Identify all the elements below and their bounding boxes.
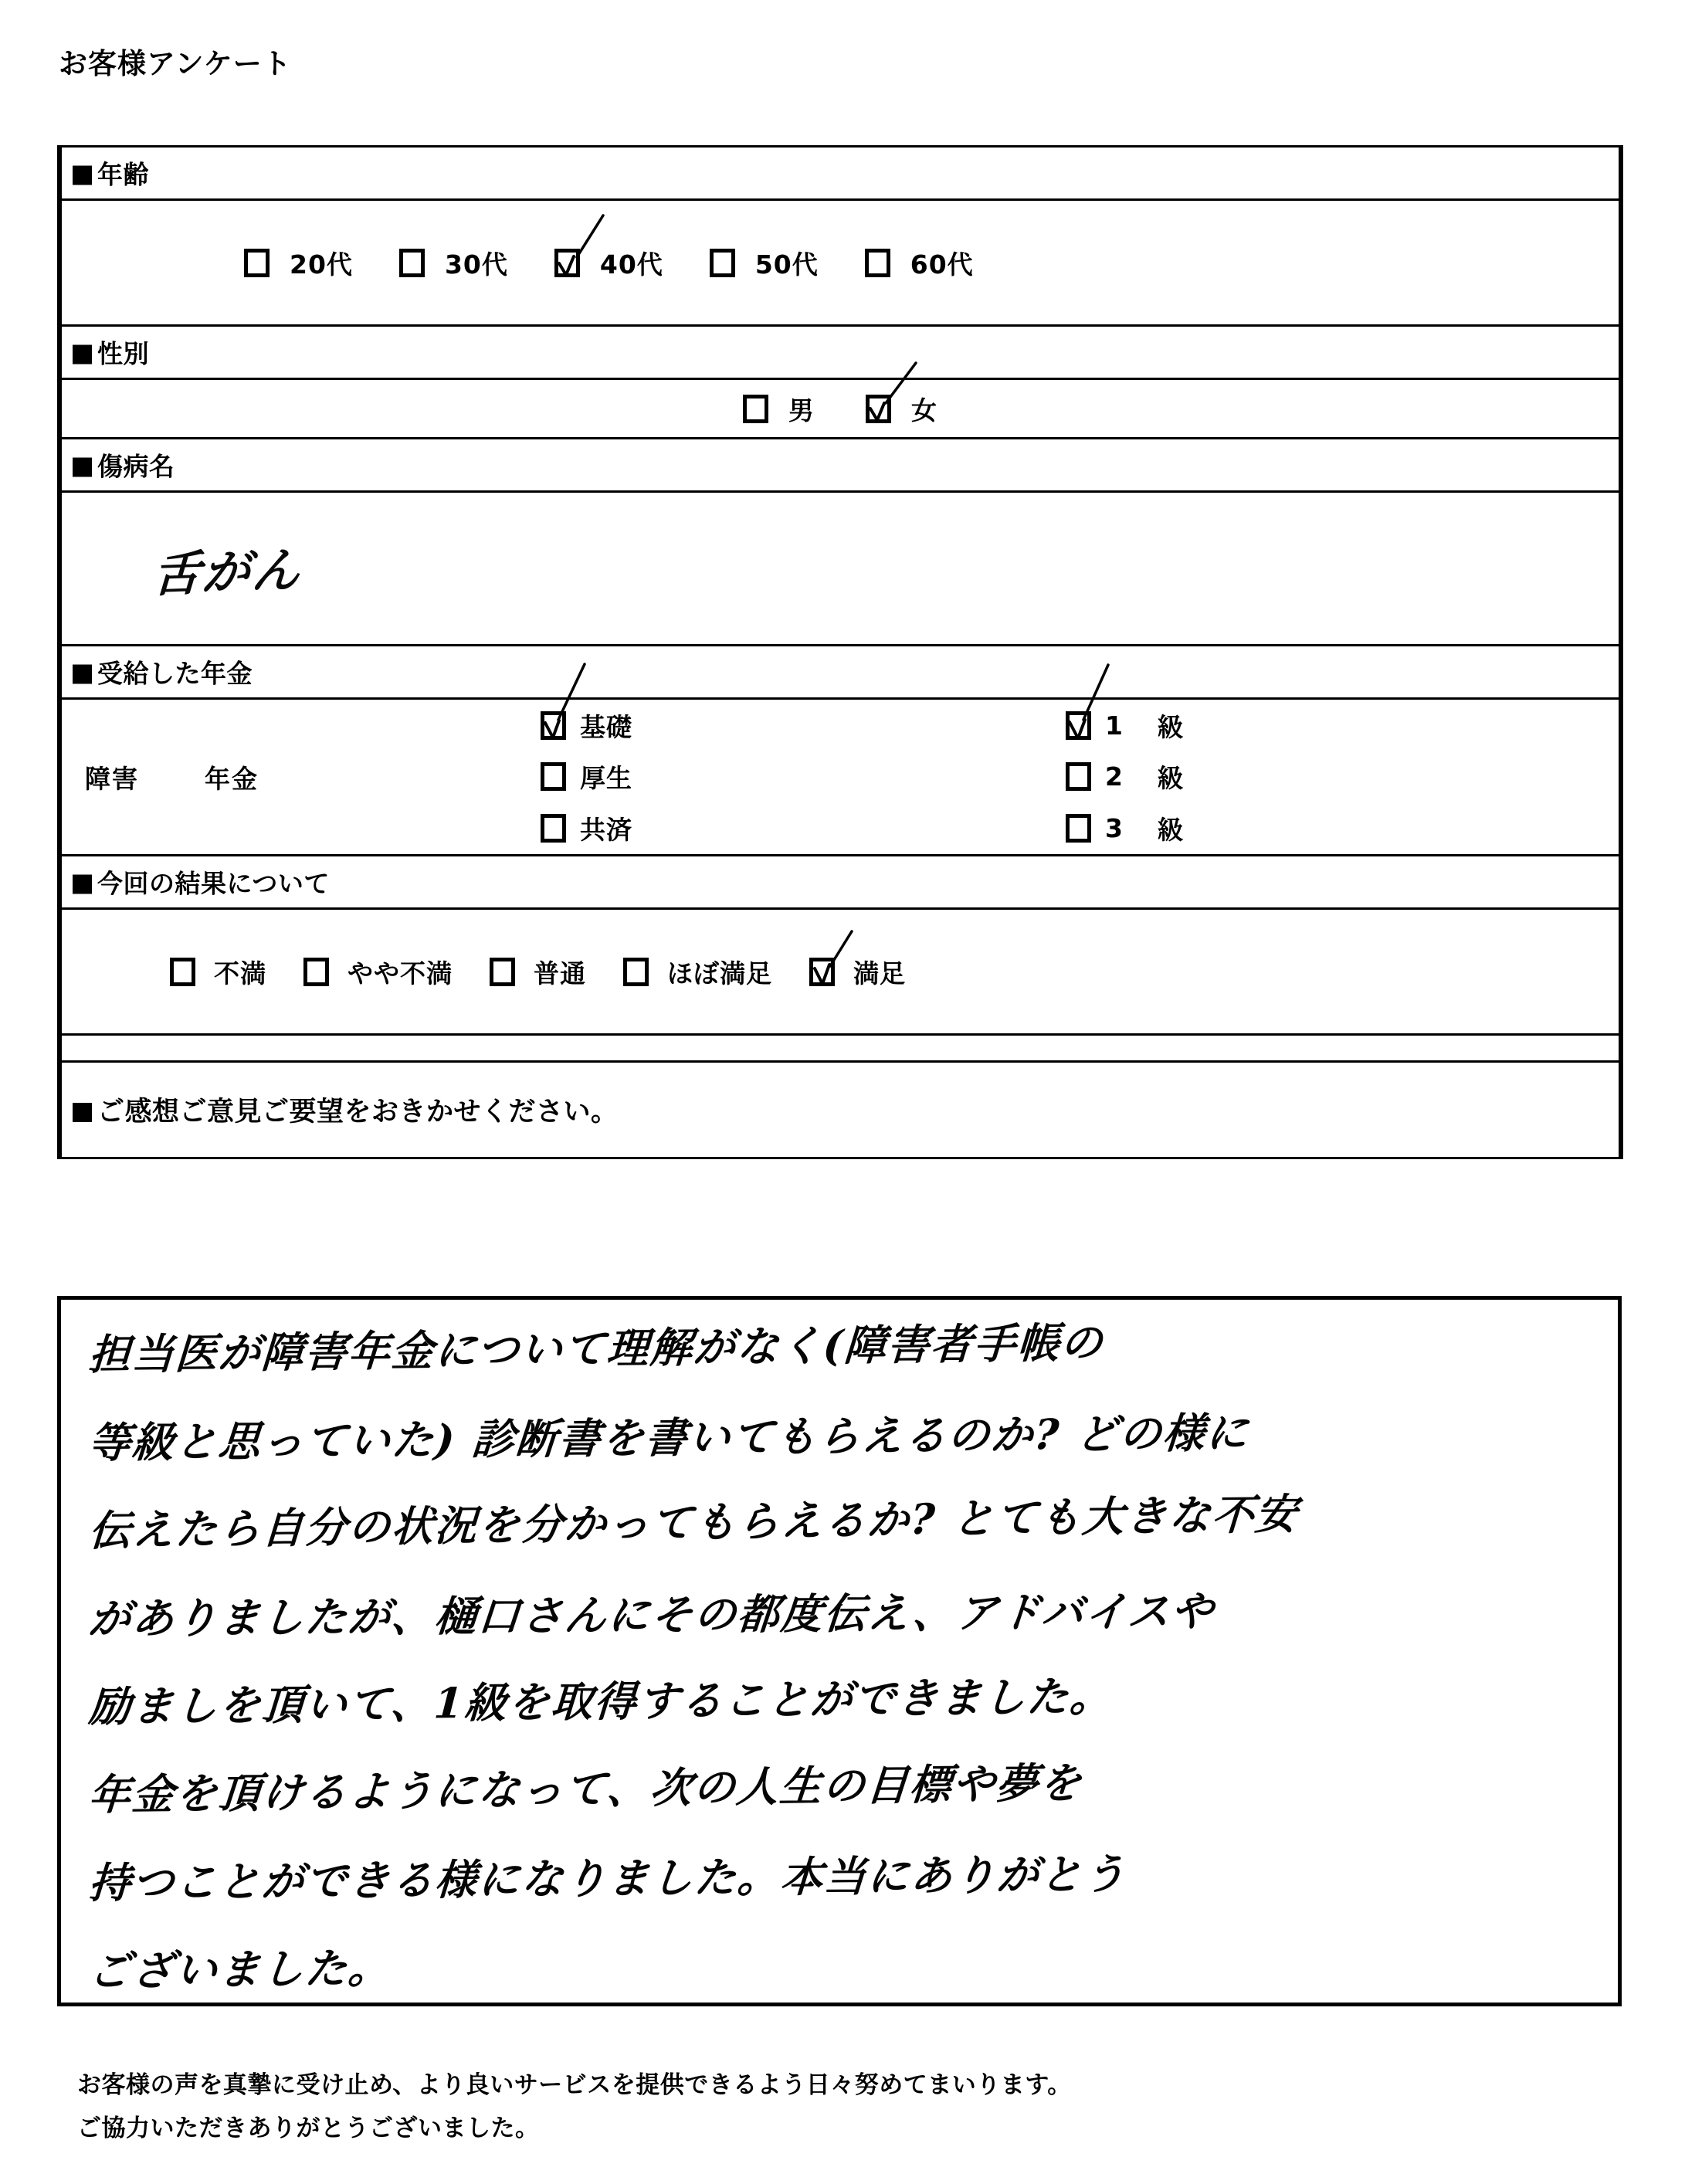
result-option-futsuu[interactable]: [490, 954, 586, 990]
comments-heading-row: [59, 1062, 1621, 1158]
pension-grade-option-2[interactable]: [1066, 752, 1313, 802]
age-option-60[interactable]: [865, 245, 974, 281]
age-heading-label: 年齢: [73, 155, 149, 192]
checkbox-age-60[interactable]: [865, 249, 890, 277]
gender-options-group: [62, 380, 1619, 437]
gender-options-cell: [59, 379, 1621, 439]
pension-grade-1-unit: 級: [1157, 711, 1184, 742]
checkbox-age-50[interactable]: [710, 249, 735, 277]
checkbox-pension-grade-1-checked[interactable]: [1066, 711, 1091, 740]
section-heading-gender: [59, 326, 1621, 379]
comment-line: 年金を頂けるようになって、次の人生の目標や夢を: [86, 1758, 1085, 1820]
checkbox-result-yaya-fuman[interactable]: [303, 958, 329, 986]
age-option-50[interactable]: [710, 245, 819, 281]
illness-heading-label: 傷病名: [73, 447, 175, 483]
pension-options-grid: [62, 700, 1619, 854]
footer-line-1: お客様の声を真摯に受け止め、より良いサービスを提供できるよう日々努めてまいります。: [77, 2071, 1072, 2099]
pension-grade-3-unit: 級: [1157, 815, 1184, 846]
age-option-20-label: 20代: [290, 249, 353, 280]
result-option-fuman-label: 不満: [214, 958, 266, 989]
illness-heading-row: [59, 439, 1621, 492]
checkbox-pension-grade-3[interactable]: [1066, 814, 1091, 843]
age-option-40[interactable]: [554, 245, 663, 281]
pension-category-right-label: 年金: [205, 763, 259, 794]
checkbox-age-40-checked[interactable]: [554, 249, 580, 277]
pension-grade-option-3[interactable]: [1066, 804, 1313, 853]
footer-line-2: ご協力いただきありがとうございました。: [77, 2114, 540, 2142]
checkbox-age-20[interactable]: [244, 249, 270, 277]
pension-type-kosei-label: 厚生: [580, 763, 632, 794]
result-option-hobo-manzoku[interactable]: [623, 954, 772, 990]
comments-heading-label: ご感想ご意見ご要望をおきかせください。: [73, 1090, 619, 1129]
result-heading-row: [59, 856, 1621, 909]
pension-heading-label: 受給した年金: [73, 654, 253, 690]
illness-value-cell[interactable]: [59, 492, 1621, 646]
pension-type-option-kiso[interactable]: [541, 700, 927, 750]
age-option-30[interactable]: [399, 245, 508, 281]
result-option-yaya-fuman[interactable]: [303, 954, 453, 990]
section-heading-result: [59, 856, 1621, 909]
result-options-cell: [59, 909, 1621, 1035]
comments-handwritten-box[interactable]: [57, 1296, 1622, 2006]
filled-square-bullet-icon: [73, 345, 92, 365]
gender-option-female[interactable]: [866, 391, 937, 427]
filled-square-bullet-icon: [73, 665, 92, 684]
age-options-group: [62, 201, 1619, 324]
filled-square-bullet-icon: [73, 166, 92, 185]
age-option-50-label: 50代: [754, 249, 819, 280]
checkbox-gender-female-checked[interactable]: [866, 395, 891, 423]
age-options-row: [59, 200, 1621, 326]
checkbox-pension-kosei[interactable]: [541, 762, 566, 791]
pension-grade-1-number: 1: [1105, 710, 1124, 741]
result-heading-label: 今回の結果について: [73, 864, 330, 900]
gender-option-male-label: 男: [788, 395, 815, 426]
checkbox-result-hobo-manzoku[interactable]: [623, 958, 649, 986]
pension-category-left-label: 障害: [85, 763, 139, 794]
handwritten-check-icon: [540, 712, 574, 746]
comment-line: ございました。: [86, 1942, 394, 1996]
section-heading-illness: [59, 439, 1621, 492]
age-option-20[interactable]: [244, 245, 353, 281]
handwritten-check-icon: [809, 958, 842, 992]
handwritten-check-icon: [554, 249, 588, 283]
age-option-40-label: 40代: [599, 249, 663, 280]
comment-line: 等級と思っていた) 診断書を書いてもらえるのか? どの様に: [86, 1407, 1252, 1468]
pension-options-cell: [59, 699, 1621, 856]
age-option-30-label: 30代: [444, 249, 508, 280]
checkbox-gender-male[interactable]: [743, 395, 768, 423]
checkbox-result-fuman[interactable]: [170, 958, 195, 986]
handwritten-check-icon: [1065, 712, 1099, 746]
section-heading-age: [59, 147, 1621, 200]
checkbox-pension-kiso-checked[interactable]: [541, 711, 566, 740]
age-options-cell: [59, 200, 1621, 326]
footer: [77, 2064, 1544, 2150]
pension-options-row: [59, 699, 1621, 856]
filled-square-bullet-icon: [73, 875, 92, 894]
result-option-manzoku-label: 満足: [853, 958, 906, 989]
spacer-row: [59, 1035, 1621, 1062]
gender-option-male[interactable]: [743, 391, 815, 427]
pension-type-option-kyosai[interactable]: [541, 804, 927, 853]
pension-grade-3-number: 3: [1105, 813, 1124, 844]
age-heading-row: [59, 147, 1621, 200]
checkbox-result-manzoku-checked[interactable]: [809, 958, 835, 986]
comment-line: 持つことができる様になりました。本当にありがとう: [87, 1849, 1128, 1908]
comment-line: 励ましを頂いて、1級を取得することができました。: [87, 1671, 1115, 1732]
pension-grade-2-number: 2: [1105, 761, 1124, 792]
age-option-60-label: 60代: [910, 249, 974, 280]
pension-type-kiso-label: 基礎: [580, 711, 632, 742]
result-options-row: [59, 909, 1621, 1035]
comment-line: 担当医が障害年金について理解がなく(障害者手帳の: [87, 1317, 1106, 1380]
comments-handwritten-text: [86, 1311, 1610, 2006]
comment-line: がありましたが、樋口さんにその都度伝え、アドバイスや: [86, 1585, 1217, 1644]
spacer-cell: [59, 1035, 1621, 1062]
pension-heading-row: [59, 646, 1621, 699]
illness-handwritten-value: 舌がん: [151, 541, 303, 603]
result-option-futsuu-label: 普通: [534, 958, 586, 989]
checkbox-pension-kyosai[interactable]: [541, 814, 566, 843]
comment-line: 伝えたら自分の状況を分かってもらえるか? とても大きな不安: [87, 1489, 1300, 1556]
survey-form-table: [57, 145, 1623, 1159]
checkbox-pension-grade-2[interactable]: [1066, 762, 1091, 791]
gender-heading-label: 性別: [73, 334, 149, 371]
section-heading-pension: [59, 646, 1621, 699]
illness-value-row: [59, 492, 1621, 646]
checkbox-result-futsuu[interactable]: [490, 958, 515, 986]
result-option-fuman[interactable]: [170, 954, 266, 990]
gender-option-female-label: 女: [911, 395, 937, 426]
handwritten-check-icon: [865, 395, 899, 429]
pension-type-kyosai-label: 共済: [580, 815, 632, 846]
filled-square-bullet-icon: [73, 1103, 92, 1122]
page-title: お客様アンケート: [59, 47, 292, 80]
gender-options-row: [59, 379, 1621, 439]
checkbox-age-30[interactable]: [399, 249, 425, 277]
result-option-manzoku[interactable]: [809, 954, 906, 990]
pension-type-option-kosei[interactable]: [541, 752, 927, 802]
result-option-yaya-fuman-label: やや不満: [348, 958, 453, 989]
pension-grade-option-1[interactable]: [1066, 700, 1313, 750]
gender-heading-row: [59, 326, 1621, 379]
section-heading-comments: [59, 1062, 1621, 1158]
result-option-hobo-manzoku-label: ほぼ満足: [667, 958, 772, 989]
pension-grade-2-unit: 級: [1157, 763, 1184, 794]
filled-square-bullet-icon: [73, 458, 92, 477]
result-options-group: [62, 910, 1619, 1033]
